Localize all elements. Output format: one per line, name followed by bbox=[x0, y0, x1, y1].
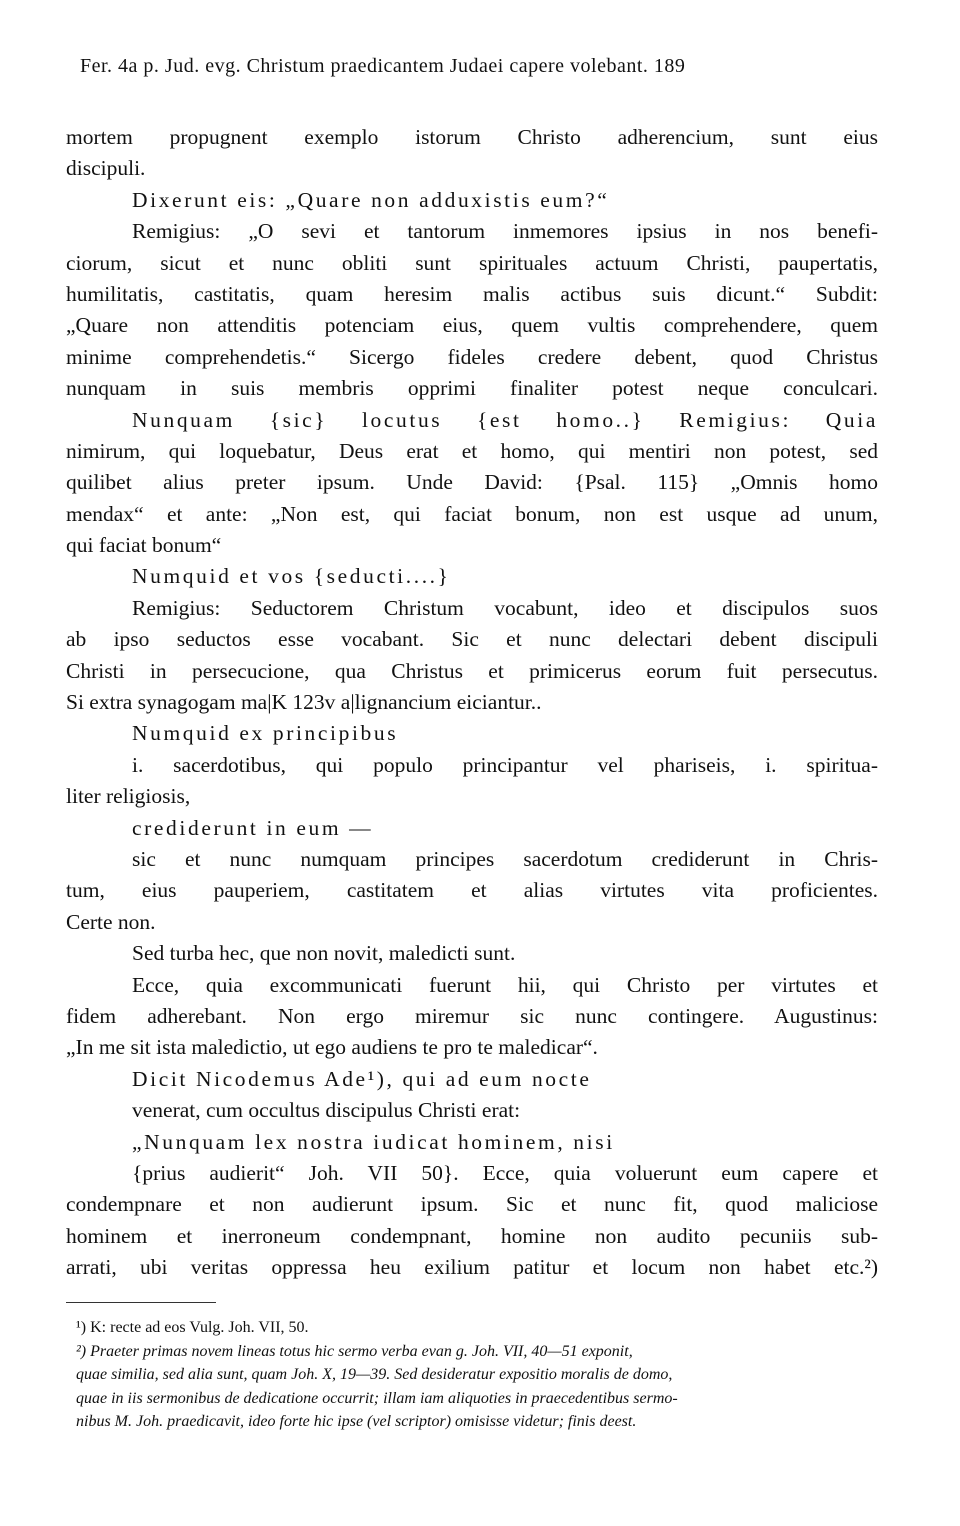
text-line: Christi in persecucione, qua Christus et primicerus eorum fuit persecutus. bbox=[66, 658, 878, 683]
footnote-line: quae similia, sed alia sunt, quam Joh. X, 19—39. Sed desideratur expositio moralis de domo, bbox=[76, 1366, 673, 1383]
text-line: hominem et inerroneum condempnant, homine non audito pecuniis sub- bbox=[66, 1223, 878, 1248]
text-line: Ecce, quia excommunicati fuerunt hii, qui Christo per virtutes et bbox=[132, 972, 878, 997]
text-line: Numquid et vos {seducti....} bbox=[132, 564, 451, 589]
text-line: humilitatis, castitatis, quam heresim malis actibus suis dicunt.“ Subdit: bbox=[66, 281, 878, 306]
text-line: quilibet alius preter ipsum. Unde David: {Psal. 115} „Omnis homo bbox=[66, 470, 878, 495]
text-line: minime comprehendetis.“ Sicergo fideles credere debent, quod Christus bbox=[66, 344, 878, 369]
text-line: Sed turba hec, que non novit, maledicti sunt. bbox=[132, 941, 516, 966]
text-line: sic et nunc numquam principes sacerdotum crediderunt in Chris- bbox=[132, 846, 878, 871]
text-line: nimirum, qui loquebatur, Deus erat et homo, qui mentiri non potest, sed bbox=[66, 438, 878, 463]
text-line: nunquam in suis membris opprimi finaliter potest neque conculcari. bbox=[66, 376, 878, 401]
text-line: „Nunquam lex nostra iudicat hominem, nisi bbox=[132, 1129, 615, 1154]
text-line: ciorum, sicut et nunc obliti sunt spirituales actuum Christi, paupertatis, bbox=[66, 250, 878, 275]
text-line: Nunquam {sic} locutus {est homo..} Remigius: Quia bbox=[132, 407, 878, 432]
text-line: „Quare non attenditis potenciam eius, quem vultis comprehendere, quem bbox=[66, 313, 878, 338]
text-line: Remigius: „O sevi et tantorum inmemores ipsius in nos benefi- bbox=[132, 219, 878, 244]
text-line: {prius audierit“ Joh. VII 50}. Ecce, quia voluerunt eum capere et bbox=[132, 1160, 878, 1185]
text-line: Numquid ex principibus bbox=[132, 721, 399, 746]
text-line: arrati, ubi veritas oppressa heu exilium patitur et locum non habet etc.²) bbox=[66, 1255, 878, 1280]
text-line: liter religiosis, bbox=[66, 784, 191, 809]
text-line: Remigius: Seductorem Christum vocabunt, ideo et discipulos suos bbox=[132, 595, 878, 620]
text-line: „In me sit ista maledictio, ut ego audiens te pro te maledicar“. bbox=[66, 1035, 598, 1060]
text-line: Dixerunt eis: „Quare non adduxistis eum?“ bbox=[132, 187, 610, 212]
text-line: qui faciat bonum“ bbox=[66, 533, 222, 558]
text-line: Certe non. bbox=[66, 909, 156, 934]
footnote-rule bbox=[66, 1302, 216, 1303]
footnote-line: quae in iis sermonibus de dedicatione occurrit; illam iam aliquoties in praecedentibus sermo- bbox=[76, 1389, 678, 1407]
running-head: Fer. 4a p. Jud. evg. Christum praedicantem Judaei capere volebant. 189 bbox=[80, 55, 686, 77]
text-line: mortem propugnent exemplo istorum Christo adherencium, sunt eius bbox=[66, 125, 878, 149]
footnote-line: ²) Praeter primas novem lineas totus hic sermo verba evan g. Joh. VII, 40—51 exponit, bbox=[76, 1342, 633, 1360]
text-line: Si extra synagogam ma|K 123v a|lignancium eiciantur.. bbox=[66, 690, 542, 715]
text-line: crediderunt in eum — bbox=[132, 815, 374, 840]
text-line: condempnare et non audierunt ipsum. Sic et nunc fit, quod maliciose bbox=[66, 1192, 878, 1217]
footnote-line: ¹) K: recte ad eos Vulg. Joh. VII, 50. bbox=[76, 1319, 309, 1336]
footnote-line: nibus M. Joh. praedicavit, ideo forte hic ipse (vel scriptor) omisisse videtur; finis deest. bbox=[76, 1413, 637, 1430]
text-line: fidem adherebant. Non ergo miremur sic nunc contingere. Augustinus: bbox=[66, 1003, 878, 1028]
text-line: mendax“ et ante: „Non est, qui faciat bonum, non est usque ad unum, bbox=[66, 501, 878, 526]
text-line: ab ipso seductos esse vocabant. Sic et nunc delectari debent discipuli bbox=[66, 627, 878, 652]
text-line: i. sacerdotibus, qui populo principantur vel phariseis, i. spiritua- bbox=[132, 752, 878, 777]
text-line: Dicit Nicodemus Ade¹), qui ad eum nocte bbox=[132, 1066, 592, 1091]
text-line: venerat, cum occultus discipulus Christi erat: bbox=[132, 1098, 521, 1123]
body-text bbox=[66, 122, 878, 1283]
text-line: tum, eius pauperiem, castitatem et alias virtutes vita proficientes. bbox=[66, 878, 878, 903]
footnotes bbox=[76, 1316, 884, 1434]
text-line: discipuli. bbox=[66, 156, 146, 181]
